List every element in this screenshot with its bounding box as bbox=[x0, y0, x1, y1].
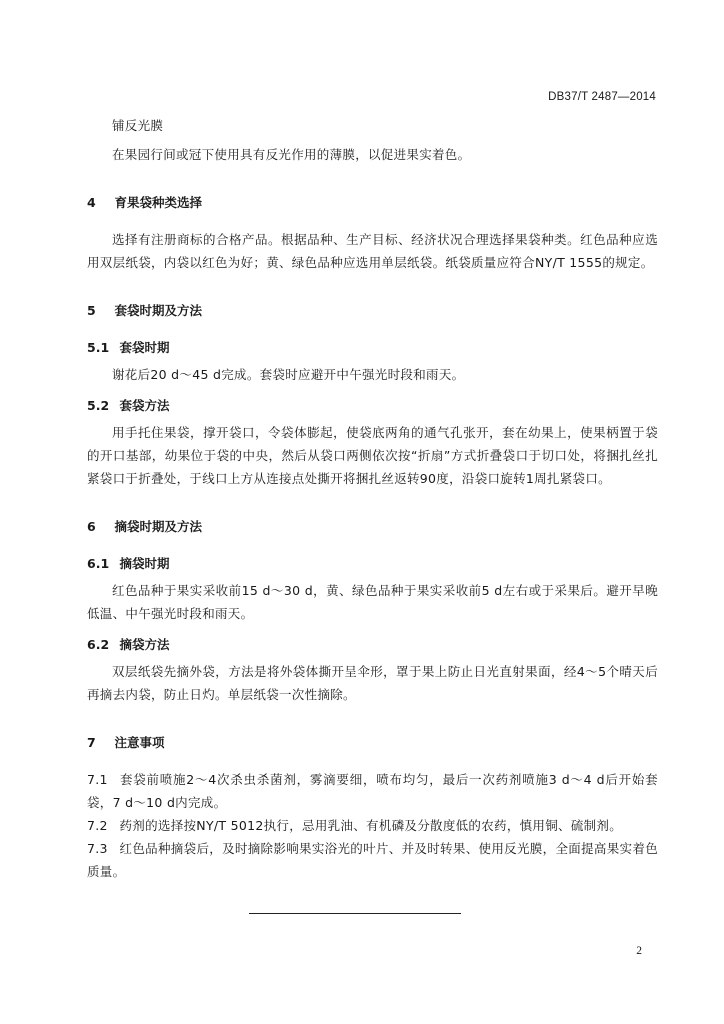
section-number: 7 bbox=[87, 735, 96, 750]
subsection-heading-reflective-film: 铺反光膜 bbox=[112, 118, 164, 133]
list-item bbox=[87, 768, 658, 814]
section-number: 6 bbox=[87, 519, 96, 534]
section-title: 摘袋时期及方法 bbox=[114, 519, 203, 534]
subsection-paragraph: 谢花后20 d～45 d完成。套袋时应避开中午强光时段和雨天。 bbox=[112, 367, 465, 382]
section-heading bbox=[87, 191, 658, 214]
section-7 bbox=[87, 731, 658, 883]
list-item bbox=[87, 814, 658, 837]
subsection-title: 摘袋方法 bbox=[119, 637, 170, 652]
subsection-paragraph: 用手托住果袋，撑开袋口，令袋体膨起，使袋底两角的通气孔张开，套在幼果上，使果柄置于袋的开口基部，幼果位于袋的中央，然后从袋口两侧依次按“折扇”方式折叠袋口于切口处，将捆扎丝扎紧袋口于折叠处，于线口上方从连接点处撕开将捆扎丝返转90度，沿袋口旋转1周扎紧袋口。 bbox=[87, 425, 658, 486]
subsection-heading bbox=[87, 633, 658, 656]
item-number: 7.2 bbox=[87, 818, 108, 833]
subsection-number: 6.2 bbox=[87, 637, 110, 652]
section-title: 育果袋种类选择 bbox=[114, 195, 203, 210]
section-number: 5 bbox=[87, 303, 96, 318]
section-4 bbox=[87, 191, 658, 274]
section-heading bbox=[87, 731, 658, 754]
reflective-film-text: 在果园行间或冠下使用具有反光作用的薄膜，以促进果实着色。 bbox=[112, 147, 471, 162]
section-heading bbox=[87, 299, 658, 322]
section-heading bbox=[87, 515, 658, 538]
subsection-title: 套袋时期 bbox=[119, 340, 170, 355]
subsection-number: 6.1 bbox=[87, 556, 110, 571]
section-5 bbox=[87, 299, 658, 490]
section-number: 4 bbox=[87, 195, 96, 210]
list-item bbox=[87, 837, 658, 883]
section-6 bbox=[87, 515, 658, 706]
section-3-continuation bbox=[87, 114, 658, 166]
subsection-number: 5.2 bbox=[87, 398, 110, 413]
subsection-title: 摘袋时期 bbox=[119, 556, 170, 571]
subsection-heading bbox=[87, 394, 658, 417]
item-number: 7.1 bbox=[87, 772, 108, 787]
item-text: 套袋前喷施2～4次杀虫杀菌剂，雾滴要细，喷布均匀，最后一次药剂喷施3 d～4 d后开始套袋，7 d～10 d内完成。 bbox=[87, 772, 658, 810]
section-title: 套袋时期及方法 bbox=[114, 303, 203, 318]
subsection-title: 套袋方法 bbox=[119, 398, 170, 413]
item-number: 7.3 bbox=[87, 841, 108, 856]
item-text: 红色品种摘袋后，及时摘除影响果实浴光的叶片、并及时转果、使用反光膜，全面提高果实着色质量。 bbox=[87, 841, 658, 879]
subsection-number: 5.1 bbox=[87, 340, 110, 355]
subsection-heading bbox=[87, 336, 658, 359]
subsection-heading bbox=[87, 552, 658, 575]
item-text: 药剂的选择按NY/T 5012执行，忌用乳油、有机磷及分散度低的农药，慎用铜、硫制剂。 bbox=[119, 818, 623, 833]
document-code: DB37/T 2487—2014 bbox=[548, 91, 656, 103]
end-of-document-rule bbox=[249, 913, 461, 914]
page-number: 2 bbox=[636, 945, 642, 957]
subsection-paragraph: 红色品种于果实采收前15 d～30 d，黄、绿色品种于果实采收前5 d左右或于采果后。避开早晚低温、中午强光时段和雨天。 bbox=[87, 583, 658, 621]
subsection-paragraph: 双层纸袋先摘外袋，方法是将外袋体撕开呈伞形，罩于果上防止日光直射果面，经4～5个晴天后再摘去内袋，防止日灼。单层纸袋一次性摘除。 bbox=[87, 664, 658, 702]
section-title: 注意事项 bbox=[114, 735, 165, 750]
section-paragraph: 选择有注册商标的合格产品。根据品种、生产目标、经济状况合理选择果袋种类。红色品种应选用双层纸袋，内袋以红色为好；黄、绿色品种应选用单层纸袋。纸袋质量应符合NY/T 1555的规定。 bbox=[87, 232, 658, 270]
